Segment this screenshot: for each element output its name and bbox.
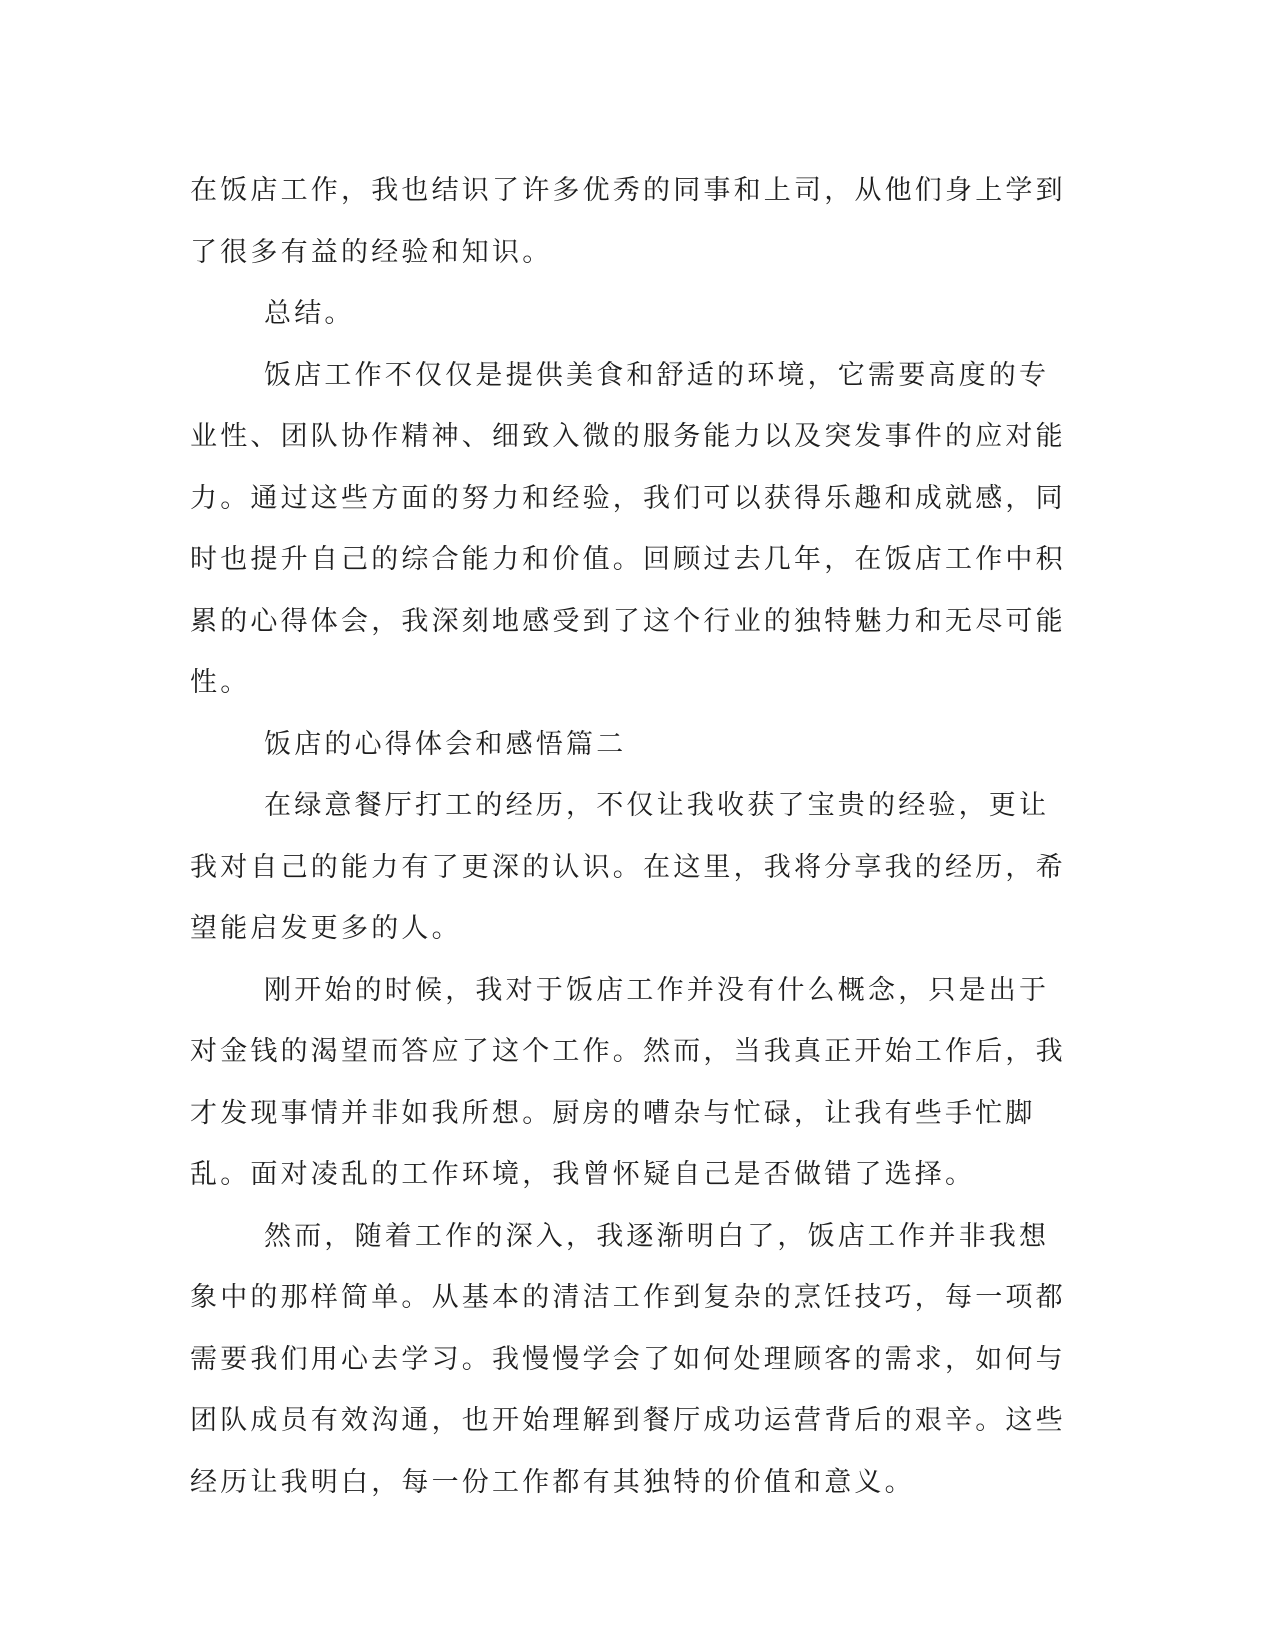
paragraph-continuation: 在饭店工作，我也结识了许多优秀的同事和上司，从他们身上学到了很多有益的经验和知识。 (190, 175, 1066, 268)
paragraph-realization: 然而，随着工作的深入，我逐渐明白了，饭店工作并非我想象中的那样简单。从基本的清洁工作到复杂的烹饪技巧，每一项都需要我们用心去学习。我慢慢学会了如何处理顾客的需求，如何与团队成员有效沟通，也开始理解到餐厅成功运营背后的艰辛。这些经历让我明白，每一份工作都有其独特的价值和意义。 (190, 1220, 1066, 1498)
paragraph-beginning: 刚开始的时候，我对于饭店工作并没有什么概念，只是出于对金钱的渴望而答应了这个工作。然而，当我真正开始工作后，我才发现事情并非如我所想。厨房的嘈杂与忙碌，让我有些手忙脚乱。面对凌乱的工作环境，我曾怀疑自己是否做错了选择。 (190, 974, 1066, 1190)
paragraph-intro: 在绿意餐厅打工的经历，不仅让我收获了宝贵的经验，更让我对自己的能力有了更深的认识。在这里，我将分享我的经历，希望能启发更多的人。 (190, 790, 1066, 944)
paragraph-summary-heading: 总结。 (264, 298, 355, 329)
document-body (190, 160, 1070, 1513)
paragraph-summary: 饭店工作不仅仅是提供美食和舒适的环境，它需要高度的专业性、团队协作精神、细致入微的服务能力以及突发事件的应对能力。通过这些方面的努力和经验，我们可以获得乐趣和成就感，同时也提升自己的综合能力和价值。回顾过去几年，在饭店工作中积累的心得体会，我深刻地感受到了这个行业的独特魅力和无尽可能性。 (190, 359, 1066, 698)
section-title-part-two: 饭店的心得体会和感悟篇二 (264, 728, 627, 760)
